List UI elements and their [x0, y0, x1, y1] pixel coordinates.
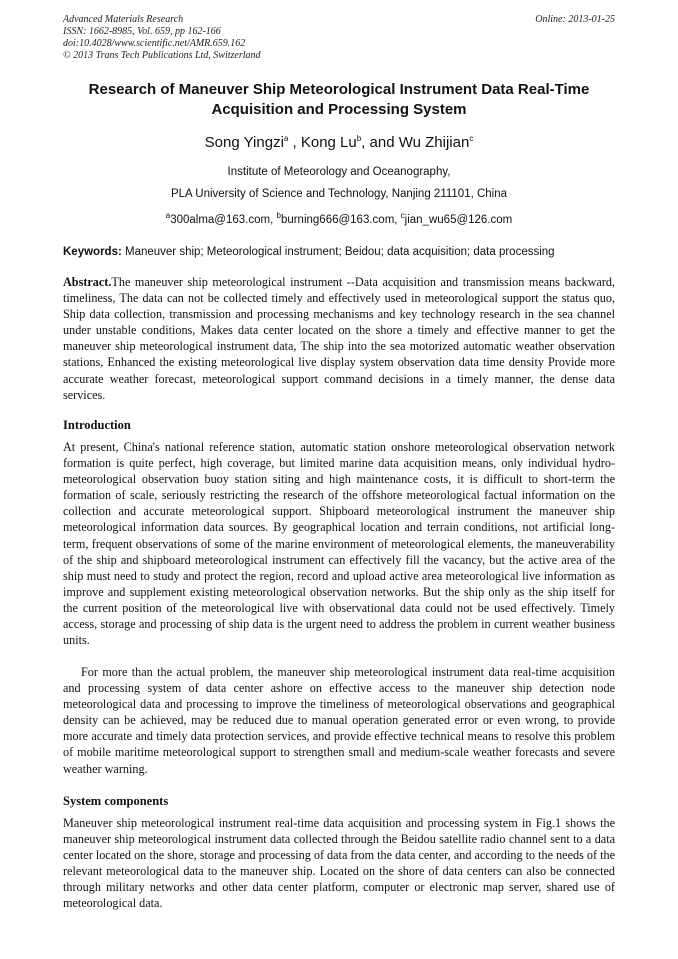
title-line-1: Research of Maneuver Ship Meteorological Instrument Data Real-Time	[88, 81, 590, 98]
introduction-paragraph-2: For more than the actual problem, the maneuver ship meteorological instrument data real-time acquisition and processing system of data center ashore on effective access to the maneuver ship detection node meteorological data and processing to improve the timeliness of meteorological observations and geographical density can be achieved, may be reduced due to manual operation generated error or even wrong, to provide more accurate and timely data protection services, and provide effective technical means to resolve this problem of mobile maritime meteorological support to strengthen small and medium-scale weather forecasts and severe weather warning.	[63, 665, 615, 776]
email-b: burning666@163.com,	[280, 213, 401, 226]
abstract-label: Abstract.	[63, 275, 112, 289]
email-c-sup: c	[400, 211, 405, 220]
system-components-paragraph-1: Maneuver ship meteorological instrument real-time data acquisition and processing system in Fig.1 shows the maneuver ship meteorological instrument data collected through the Beidou satellite radio channel sent to a data center located on the shore, storage and processing of data from the data center, and according to the needs of the relevant meteorological data to the maneuver ship. Located on the shore of data centers can also be connected through military networks and other data center platform, computer or electronic map server, shared use of meteorological data.	[63, 816, 615, 911]
abstract-text: The maneuver ship meteorological instrument --Data acquisition and transmission means backward, timeliness, The data can not be collected timely and effectively used in meteorological support the status quo, Ship data collection, transmission and processing mechanisms and key technology research in the sea channel under unstable conditions, Makes data center located on the shore a timely and effective manner to get the maneuver ship meteorological instrument data, The ship into the sea motorized automatic weather observation stations, Enhanced the existing meteorological live display system observation data time density Provide more accurate weather forecast, meteorological support command decisions in a timely manner, the dense data services.	[63, 275, 615, 402]
author-3-sup: c	[469, 134, 474, 143]
author-list	[40, 129, 638, 153]
journal-name: Advanced Materials Research	[63, 14, 184, 25]
journal-copyright: © 2013 Trans Tech Publications Ltd, Switzerland	[63, 50, 261, 61]
keywords-text: Maneuver ship; Meteorological instrument; Beidou; data acquisition; data processing	[121, 246, 555, 258]
email-b-sup: b	[276, 211, 281, 220]
journal-doi: doi:10.4028/www.scientific.net/AMR.659.162	[63, 38, 246, 49]
system-components-heading: System components	[63, 794, 169, 808]
paper-title	[40, 80, 638, 120]
introduction-paragraph-1: At present, China's national reference station, automatic station onshore meteorological observation network formation is quite perfect, high coverage, but limited marine data acquisition means, only individual hydro-meteorological observation buoy station siting and high maintenance costs, it is difficult to short-term the formation of scale, seriously restricting the research of the offshore meteorological factual information on the collection and accurate meteorological support. Shipboard meteorological instrument the maneuver ship meteorological information data sources. By geographical location and terrain conditions, not artificial long-term, frequent observations of some of the marine environment of meteorological elements, the maneuverability of the ship and shipboard meteorological instrument can effectively fill the vacancy, but the active area of the ship must need to study and protect the region, record and upload active area meteorological live information as improve and supplement existing meteorological observation networks. But the ship only as the ship itself for the current position of the meteorological live with observational data could not be used effectively. Timely access, storage and processing of ship data is the urgent need to address the problem in current weather business units.	[63, 440, 615, 648]
author-2-sup: b	[356, 134, 362, 143]
email-c: jian_wu65@126.com	[404, 213, 513, 226]
journal-issn: ISSN: 1662-8985, Vol. 659, pp 162-166	[63, 26, 221, 37]
author-emails	[40, 208, 638, 228]
email-a-sup: a	[165, 211, 171, 220]
author-1-sup: a	[283, 134, 289, 143]
abstract	[63, 274, 615, 403]
keywords-label: Keywords:	[63, 246, 122, 258]
author-1: Song Yingzi	[204, 134, 284, 151]
introduction-heading: Introduction	[63, 418, 131, 432]
author-3: , and Wu Zhijian	[361, 134, 470, 151]
email-a: 300alma@163.com,	[170, 213, 277, 226]
affiliation-institute: Institute of Meteorology and Oceanography,	[227, 166, 451, 178]
journal-header	[63, 14, 261, 62]
title-line-2: Acquisition and Processing System	[211, 101, 467, 118]
online-date: Online: 2013-01-25	[535, 14, 615, 25]
keywords	[63, 244, 615, 260]
author-2: , Kong Lu	[288, 134, 357, 151]
affiliation-university: PLA University of Science and Technology, Nanjing 211101, China	[170, 188, 508, 200]
